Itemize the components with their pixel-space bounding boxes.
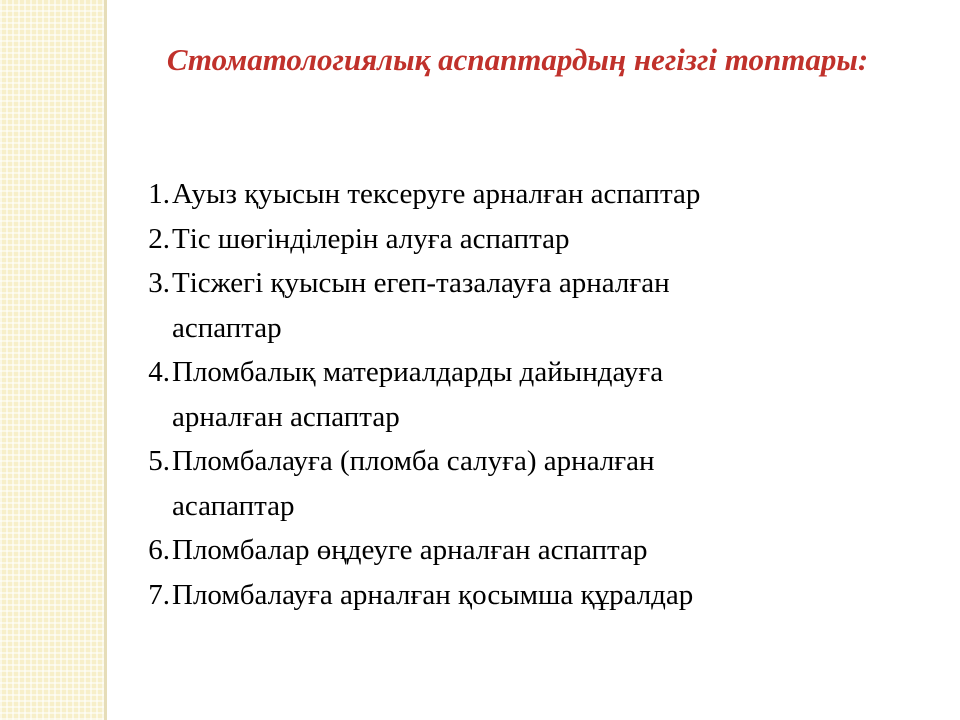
list-item-number: 7. [148, 578, 170, 611]
list-item [128, 261, 888, 350]
list-item [128, 439, 888, 528]
list-item-number: 4. [148, 356, 170, 388]
list-item-text: Пломбалар өңдеуге арналған аспаптар [172, 534, 648, 566]
decorative-side-band [0, 0, 104, 720]
list-item [128, 528, 888, 573]
list-item-text: Ауыз қуысын тексеруге арналған аспаптар [172, 178, 701, 210]
instrument-groups-list [128, 172, 888, 617]
side-band-border [104, 0, 107, 720]
list-item-number: 6. [148, 534, 170, 566]
list-item-number: 5. [148, 445, 170, 477]
list-item-text: Пломбалауға (пломба салуға) арналған асапаптар [172, 445, 655, 522]
list-item-text: Пломбалауға арналған қосымша құралдар [172, 578, 694, 611]
list-item [128, 217, 888, 262]
list-item [128, 573, 888, 618]
slide-title: Стоматологиялық аспаптардың негізгі топтары: [166, 42, 869, 77]
list-item [128, 350, 888, 439]
list-item-number: 2. [148, 222, 170, 255]
list-item-text: Тісжегі қуысын егеп-тазалауға арналған аспаптар [172, 267, 670, 344]
list-item-number: 1. [148, 178, 170, 210]
list-item-number: 3. [148, 267, 170, 299]
list-item-text: Пломбалық материалдарды дайындауға арналған аспаптар [172, 356, 664, 433]
list-item [128, 172, 888, 217]
list-item-text: Тіс шөгінділерін алуға аспаптар [172, 222, 570, 255]
